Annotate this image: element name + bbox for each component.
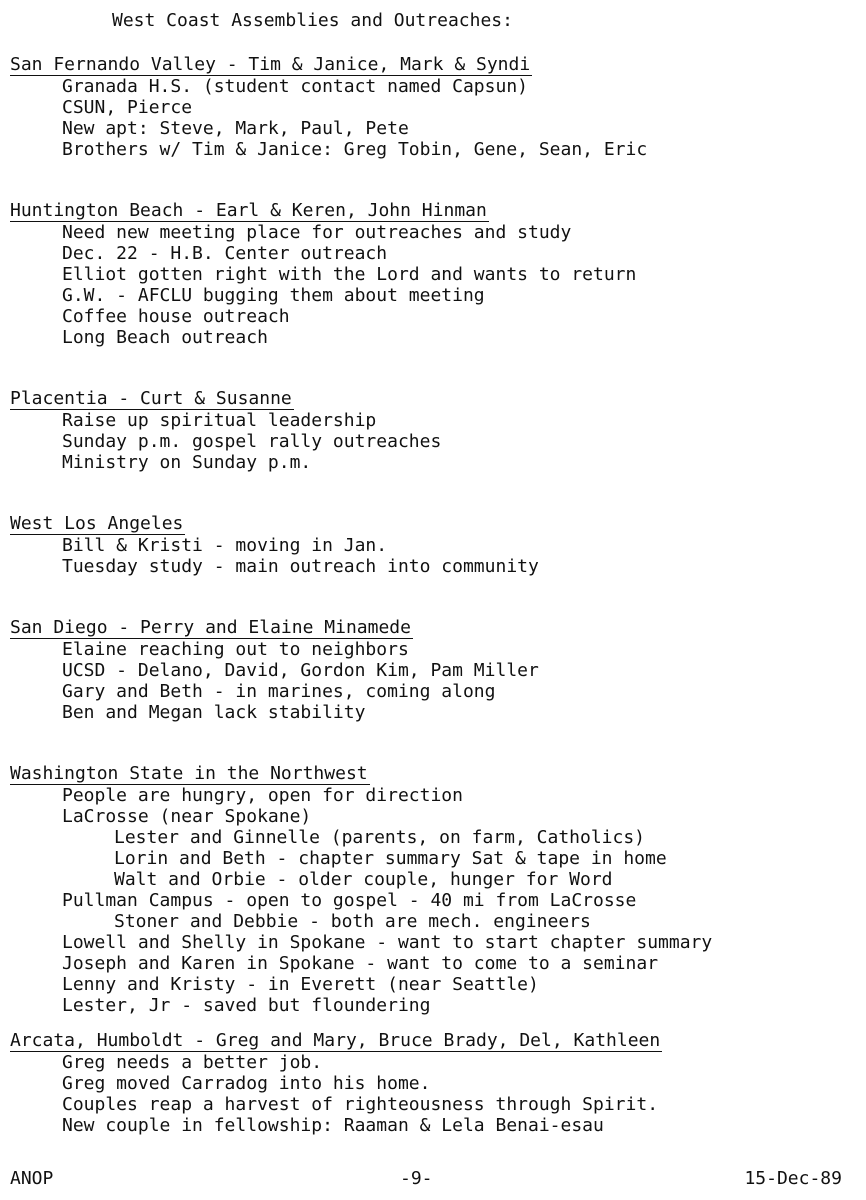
- list-item: Joseph and Karen in Spokane - want to come to a seminar: [62, 953, 659, 974]
- section-heading: Arcata, Humboldt - Greg and Mary, Bruce Brady, Del, Kathleen: [10, 1030, 661, 1051]
- section: [10, 1030, 860, 1136]
- list-item: Long Beach outreach: [62, 327, 268, 348]
- list-item: Greg needs a better job.: [62, 1052, 323, 1073]
- list-item: Elaine reaching out to neighbors: [62, 639, 409, 660]
- page-footer: [10, 1168, 842, 1190]
- list-item: Gary and Beth - in marines, coming along: [62, 681, 496, 702]
- section-heading: Huntington Beach - Earl & Keren, John Hinman: [10, 200, 487, 221]
- list-item: Sunday p.m. gospel rally outreaches: [62, 431, 442, 452]
- list-item: Bill & Kristi - moving in Jan.: [62, 535, 388, 556]
- page-number: -9-: [400, 1168, 433, 1189]
- section-heading: West Los Angeles: [10, 513, 184, 534]
- list-item: Greg moved Carradog into his home.: [62, 1073, 431, 1094]
- section: [10, 763, 860, 1016]
- list-item: Raise up spiritual leadership: [62, 410, 377, 431]
- list-item: New apt: Steve, Mark, Paul, Pete: [62, 118, 409, 139]
- section-items: [10, 535, 860, 577]
- list-item: Ministry on Sunday p.m.: [62, 452, 312, 473]
- list-item: UCSD - Delano, David, Gordon Kim, Pam Miller: [62, 660, 539, 681]
- section-items: [10, 410, 860, 473]
- list-item: People are hungry, open for direction: [62, 785, 463, 806]
- section-heading: San Fernando Valley - Tim & Janice, Mark & Syndi: [10, 54, 531, 75]
- list-item: G.W. - AFCLU bugging them about meeting: [62, 285, 485, 306]
- list-item: Ben and Megan lack stability: [62, 702, 366, 723]
- document-title: West Coast Assemblies and Outreaches:: [112, 10, 513, 31]
- list-item: Couples reap a harvest of righteousness through Spirit.: [62, 1094, 659, 1115]
- sections-container: [10, 54, 860, 1136]
- list-item: Stoner and Debbie - both are mech. engineers: [114, 911, 591, 932]
- section-heading: Placentia - Curt & Susanne: [10, 388, 292, 409]
- list-item: Dec. 22 - H.B. Center outreach: [62, 243, 388, 264]
- section: [10, 200, 860, 348]
- section-items: [10, 639, 860, 723]
- list-item: Coffee house outreach: [62, 306, 290, 327]
- list-item: Lorin and Beth - chapter summary Sat & tape in home: [114, 848, 667, 869]
- footer-left: ANOP: [10, 1168, 54, 1189]
- section: [10, 513, 860, 577]
- section-heading: Washington State in the Northwest: [10, 763, 368, 784]
- list-item: Elliot gotten right with the Lord and wants to return: [62, 264, 637, 285]
- section-heading: San Diego - Perry and Elaine Minamede: [10, 617, 411, 638]
- list-item: LaCrosse (near Spokane): [62, 806, 312, 827]
- list-item: Lowell and Shelly in Spokane - want to start chapter summary: [62, 932, 713, 953]
- list-item: Lester, Jr - saved but floundering: [62, 995, 431, 1016]
- list-item: Tuesday study - main outreach into community: [62, 556, 539, 577]
- list-item: Brothers w/ Tim & Janice: Greg Tobin, Gene, Sean, Eric: [62, 139, 648, 160]
- section-items: [10, 785, 860, 1016]
- list-item: Lenny and Kristy - in Everett (near Seattle): [62, 974, 539, 995]
- section-items: [10, 76, 860, 160]
- footer-date: 15-Dec-89: [744, 1168, 842, 1189]
- list-item: Granada H.S. (student contact named Capsun): [62, 76, 528, 97]
- list-item: Walt and Orbie - older couple, hunger for Word: [114, 869, 613, 890]
- list-item: New couple in fellowship: Raaman & Lela Benai-esau: [62, 1115, 604, 1136]
- list-item: Need new meeting place for outreaches and study: [62, 222, 572, 243]
- section-items: [10, 1052, 860, 1136]
- section: [10, 54, 860, 160]
- list-item: Lester and Ginnelle (parents, on farm, Catholics): [114, 827, 646, 848]
- section-items: [10, 222, 860, 348]
- section: [10, 388, 860, 473]
- list-item: Pullman Campus - open to gospel - 40 mi from LaCrosse: [62, 890, 637, 911]
- list-item: CSUN, Pierce: [62, 97, 193, 118]
- section: [10, 617, 860, 723]
